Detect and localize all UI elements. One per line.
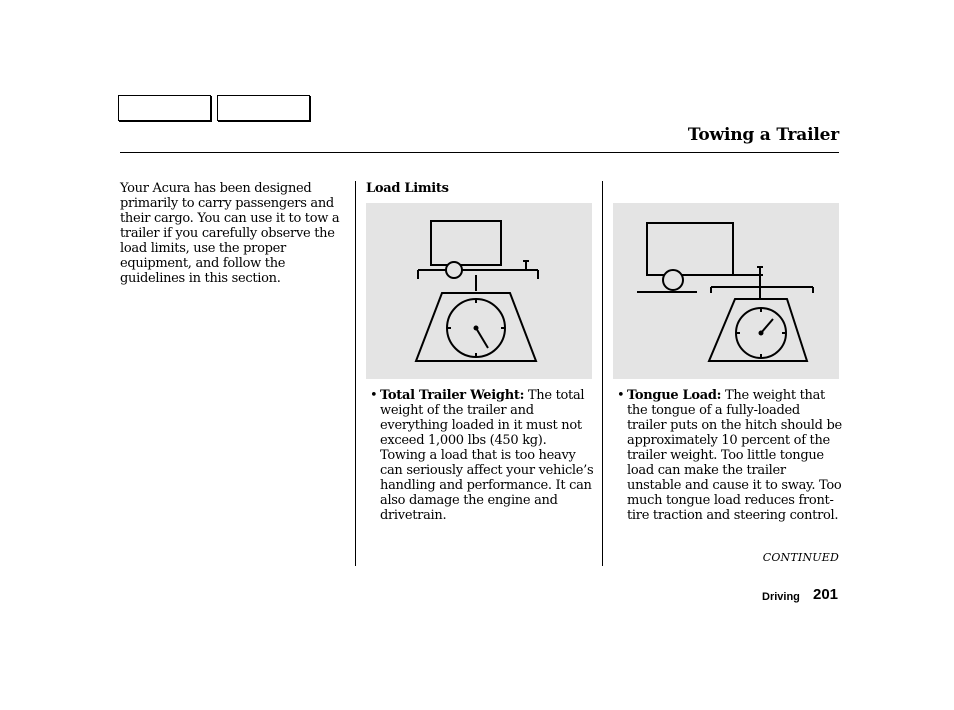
column-divider-2 xyxy=(602,181,603,566)
item-lead: Tongue Load: xyxy=(627,388,722,403)
bullet-icon: • xyxy=(617,388,625,403)
title-rule xyxy=(120,152,839,153)
intro-paragraph: Your Acura has been designed primarily to carry passengers and their cargo. You can use it to tow a trailer if you carefully observe the load limits, use the proper equipment, and follow the guidelines in this section. xyxy=(120,181,340,286)
bullet-icon: • xyxy=(370,388,378,403)
item-text: The total weight of the trailer and everything loaded in it must not exceed 1,000 lbs (450 kg). Towing a load that is too heavy can seriously affect your vehicle’s handling and performance. It can also damage the engine and drivetrain. xyxy=(380,388,594,523)
tongue-load-illustration xyxy=(613,203,839,379)
page-title: Towing a Trailer xyxy=(687,125,839,145)
continued-label: CONTINUED xyxy=(762,551,839,564)
trailer-on-scale-icon xyxy=(366,203,592,379)
nav-tab-box-1[interactable] xyxy=(118,95,211,121)
trailer-tongue-on-scale-icon xyxy=(613,203,839,379)
item-lead: Total Trailer Weight: xyxy=(380,388,525,403)
column-divider-1 xyxy=(355,181,356,566)
total-trailer-weight-item xyxy=(370,388,595,523)
load-limits-heading: Load Limits xyxy=(366,181,449,196)
nav-tab-box-2[interactable] xyxy=(217,95,310,121)
footer-section-name: Driving xyxy=(762,591,800,603)
footer-page-number: 201 xyxy=(813,586,839,603)
item-text: The weight that the tongue of a fully-loaded trailer puts on the hitch should be approximately 10 percent of the trailer weight. Too little tongue load can make the trailer unstable and cause it to sway. Too much tongue load reduces front-tire traction and steering control. xyxy=(627,388,842,523)
tongue-load-item xyxy=(617,388,842,523)
trailer-weight-illustration xyxy=(366,203,592,379)
